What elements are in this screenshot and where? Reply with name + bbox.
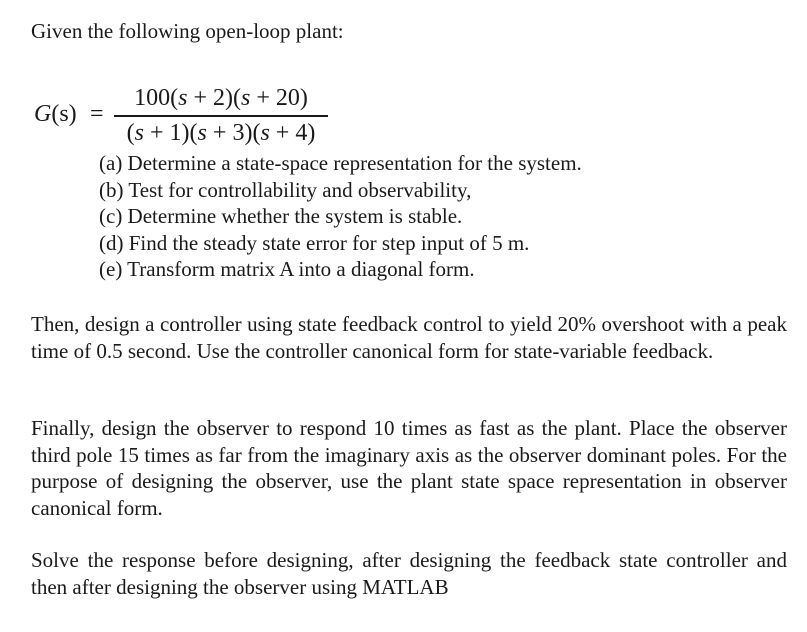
controller-design-paragraph: Then, design a controller using state feedback control to yield 20% overshoot with a peak time of 0.5 second. Use the controller canonical form for state-variable feedback. [31, 312, 787, 363]
tf-equals-sign: = [90, 101, 104, 127]
intro-text: Given the following open-loop plant: [31, 19, 344, 43]
tf-denominator: (s + 1)(s + 3)(s + 4) [126, 120, 316, 146]
observer-design-paragraph: Finally, design the observer to respond 10 times as fast as the plant. Place the observer third pole 15 times as far from the imaginary axis as the observer dominant poles. For the purpose of designing the observer, use the plant state space representation in observer canonical form. [31, 416, 787, 520]
tf-symbol: G [34, 101, 52, 127]
task-item-c: (c) Determine whether the system is stable. [99, 204, 463, 228]
task-item-a: (a) Determine a state-space representation for the system. [99, 151, 582, 175]
tf-numerator: 100(s + 2)(s + 20) [134, 85, 308, 111]
fraction-bar [114, 115, 328, 117]
matlab-response-paragraph: Solve the response before designing, after designing the feedback state controller and then after designing the observer using MATLAB [31, 548, 787, 599]
task-item-e: (e) Transform matrix A into a diagonal form. [99, 257, 475, 281]
transfer-function-fraction [112, 84, 330, 150]
task-list [99, 150, 582, 283]
tf-argument: (s) [51, 101, 77, 127]
task-item-b: (b) Test for controllability and observability, [99, 177, 472, 202]
transfer-function-lhs [34, 100, 77, 128]
task-item-d: (d) Find the steady state error for step input of 5 m. [99, 230, 530, 255]
